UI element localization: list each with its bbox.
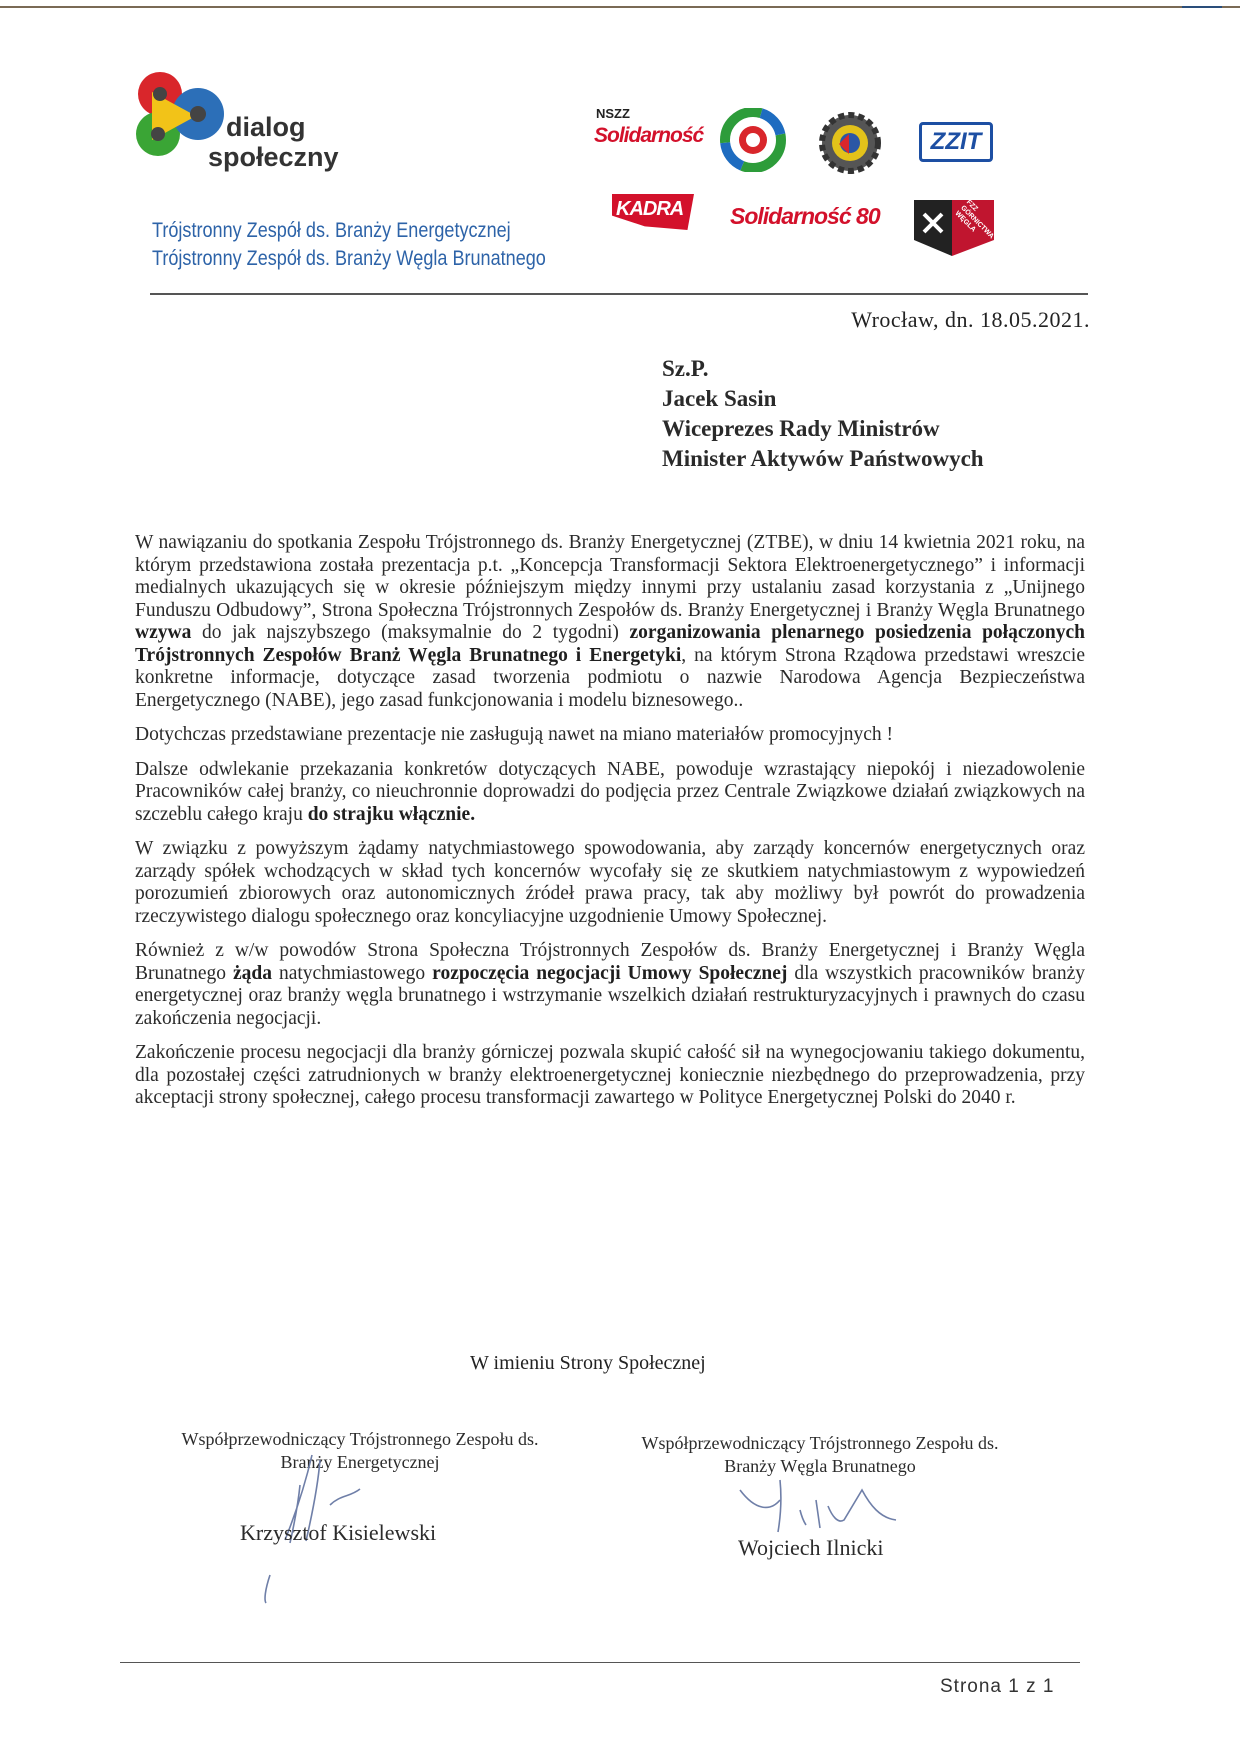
paragraph-1	[135, 532, 1085, 712]
recipient-title-2: Minister Aktywów Państwowych	[662, 446, 984, 471]
zzit-label: ZZIT	[930, 128, 982, 155]
signature-2-role-line1: Współprzewodniczący Trójstronnego Zespołu ds.	[641, 1433, 999, 1453]
nszz-solidarnosc-logo	[594, 106, 704, 162]
footer-divider	[120, 1662, 1080, 1663]
top-border-rule	[0, 6, 1240, 8]
p1-text-c: do jak najszybszego (maksymalnie do 2 tygodni)	[201, 622, 619, 643]
team-line-energy: Trójstronny Zespół ds. Branży Energetycznej	[152, 219, 511, 242]
solidarnosc-label: Solidarność	[594, 124, 704, 147]
fzz-gornictwa-wegla-logo	[914, 200, 994, 260]
recipient-salutation: Sz.P.	[662, 356, 709, 381]
recipient-block	[662, 354, 984, 474]
p3-text-a: Dalsze odwlekanie przekazania konkretów dotyczących NABE, powoduje wzrastający niepokój i niezadowolenie Pracowników całej branży, co nieuchronnie doprowadzi do podjęcia przez Centrale Związkowe działań związkowych na szczeblu całego kraju	[135, 758, 1085, 825]
p5-text-c: natychmiastowego	[278, 962, 426, 984]
place-and-date: Wrocław, dn. 18.05.2021.	[851, 307, 1090, 332]
paragraph-5	[135, 940, 1085, 1030]
page-number: Strona 1 z 1	[940, 1676, 1055, 1697]
signature-1-role-line1: Współprzewodniczący Trójstronnego Zespołu ds.	[181, 1429, 539, 1449]
zzit-logo	[919, 122, 993, 162]
p3-bold-strike: do strajku włącznie.	[307, 803, 476, 825]
kadra-label: KADRA	[616, 198, 684, 220]
top-border-accent	[1182, 6, 1222, 8]
p1-text-a: W nawiązaniu do spotkania Zespołu Trójstronnego ds. Branży Energetycznej (ZTBE), w dniu 14 kwietnia 2021 roku, na którym przedstawiona została prezentacja p.t. „Koncepcja Transformacji Sektora Elektroenergetycznego” i informacji medialnych ukazujących się w okresie późniejszym między innymi przy ustalaniu zasad korzystania z „Unijnego Funduszu Odbudowy”, Strona Społeczna Trójstronnych Zespołów ds. Branży Energetycznej i Branży Węgla Brunatnego	[135, 532, 1085, 621]
solidarnosc-80-label: Solidarność 80	[730, 203, 880, 229]
signature-1-role-line2: Branży Energetycznej	[280, 1452, 440, 1472]
gear-union-icon	[815, 108, 885, 178]
p1-bold-calls: wzywa	[135, 622, 192, 643]
recipient-name: Jacek Sasin	[662, 386, 777, 411]
logo-text-line1: dialog	[226, 112, 306, 142]
p1-bold-demand: zorganizowania plenarnego posiedzenia połączonych Trójstronnych Zespołów Branż Węgla Brunatnego i Energetyki	[135, 622, 1086, 666]
circular-arrows-union-icon	[715, 108, 791, 172]
p5-bold-negotiations: rozpoczęcia negocjacji Umowy Społecznej	[432, 962, 788, 984]
closing-line: W imieniu Strony Społecznej	[470, 1352, 706, 1374]
nszz-label: NSZZ	[596, 106, 630, 121]
signature-2-name: Wojciech Ilnicki	[738, 1535, 884, 1560]
signature-2-role-line2: Branży Węgla Brunatnego	[724, 1456, 916, 1476]
paragraph-4: W związku z powyższym żądamy natychmiastowego spowodowania, aby zarządy koncernów energetycznych oraz zarządy spółek wchodzących w skład tych koncernów wycofały się ze skutkiem natychmiastowym z wypowiedzeń porozumień zbiorowych oraz autonomicznych źródeł prawa pracy, tak aby możliwy był powrót do prowadzenia rzeczywistego dialogu społecznego oraz koncyliacyjne uzgodnienie Umowy Społecznej.	[135, 838, 1085, 927]
header-divider	[150, 293, 1088, 295]
p5-bold-demands: żąda	[232, 962, 272, 984]
p5-text-a: Również z w/w powodów Strona Społeczna Trójstronnych Zespołów ds. Branży Energetycznej i Branży Węgla Brunatnego	[135, 940, 1085, 984]
fzz-label: FZZ GÓRNICTWA WĘGLA	[953, 198, 995, 241]
signature-1-name: Krzysztof Kisielewski	[240, 1520, 437, 1545]
recipient-title-1: Wiceprezes Rady Ministrów	[662, 416, 940, 441]
letter-body	[135, 532, 1085, 1122]
kadra-logo	[612, 192, 694, 232]
logo-text-line2: społeczny	[208, 142, 339, 172]
solidarnosc-80-logo	[730, 203, 880, 243]
p5-text-e: dla wszystkich pracowników branży energetycznej oraz branży węgla brunatnego i wstrzymanie wszelkich działań restrukturyzacyjnych i prawnych do czasu zakończenia negocjacji.	[135, 962, 1085, 1029]
paragraph-3	[135, 759, 1085, 827]
team-line-lignite: Trójstronny Zespół ds. Branży Węgla Brunatnego	[152, 247, 546, 270]
paragraph-2: Dotychczas przedstawiane prezentacje nie zasługują nawet na miano materiałów promocyjnych !	[135, 724, 894, 745]
p1-text-e: , na którym Strona Rządowa przedstawi wreszcie konkretne informacje, dotyczące zasad tworzenia podmiotu o nazwie Narodowa Agencja Bezpieczeństwa Energetycznego (NABE), jego zasad funkcjonowania i modelu biznesowego..	[135, 644, 1085, 711]
paragraph-6: Zakończenie procesu negocjacji dla branży górniczej pozwala skupić całość sił na wynegocjowaniu takiego dokumentu, dla pozostałej części zatrudnionych w branży elektroenergetycznej koniecznie niezbędnego do przeprowadzenia, przy akceptacji strony społecznej, całego procesu transformacji zawartego w Polityce Energetycznej Polski do 2040 r.	[135, 1042, 1085, 1108]
signature-2-handwriting	[720, 1470, 920, 1540]
dialog-spoleczny-logo	[130, 66, 370, 176]
